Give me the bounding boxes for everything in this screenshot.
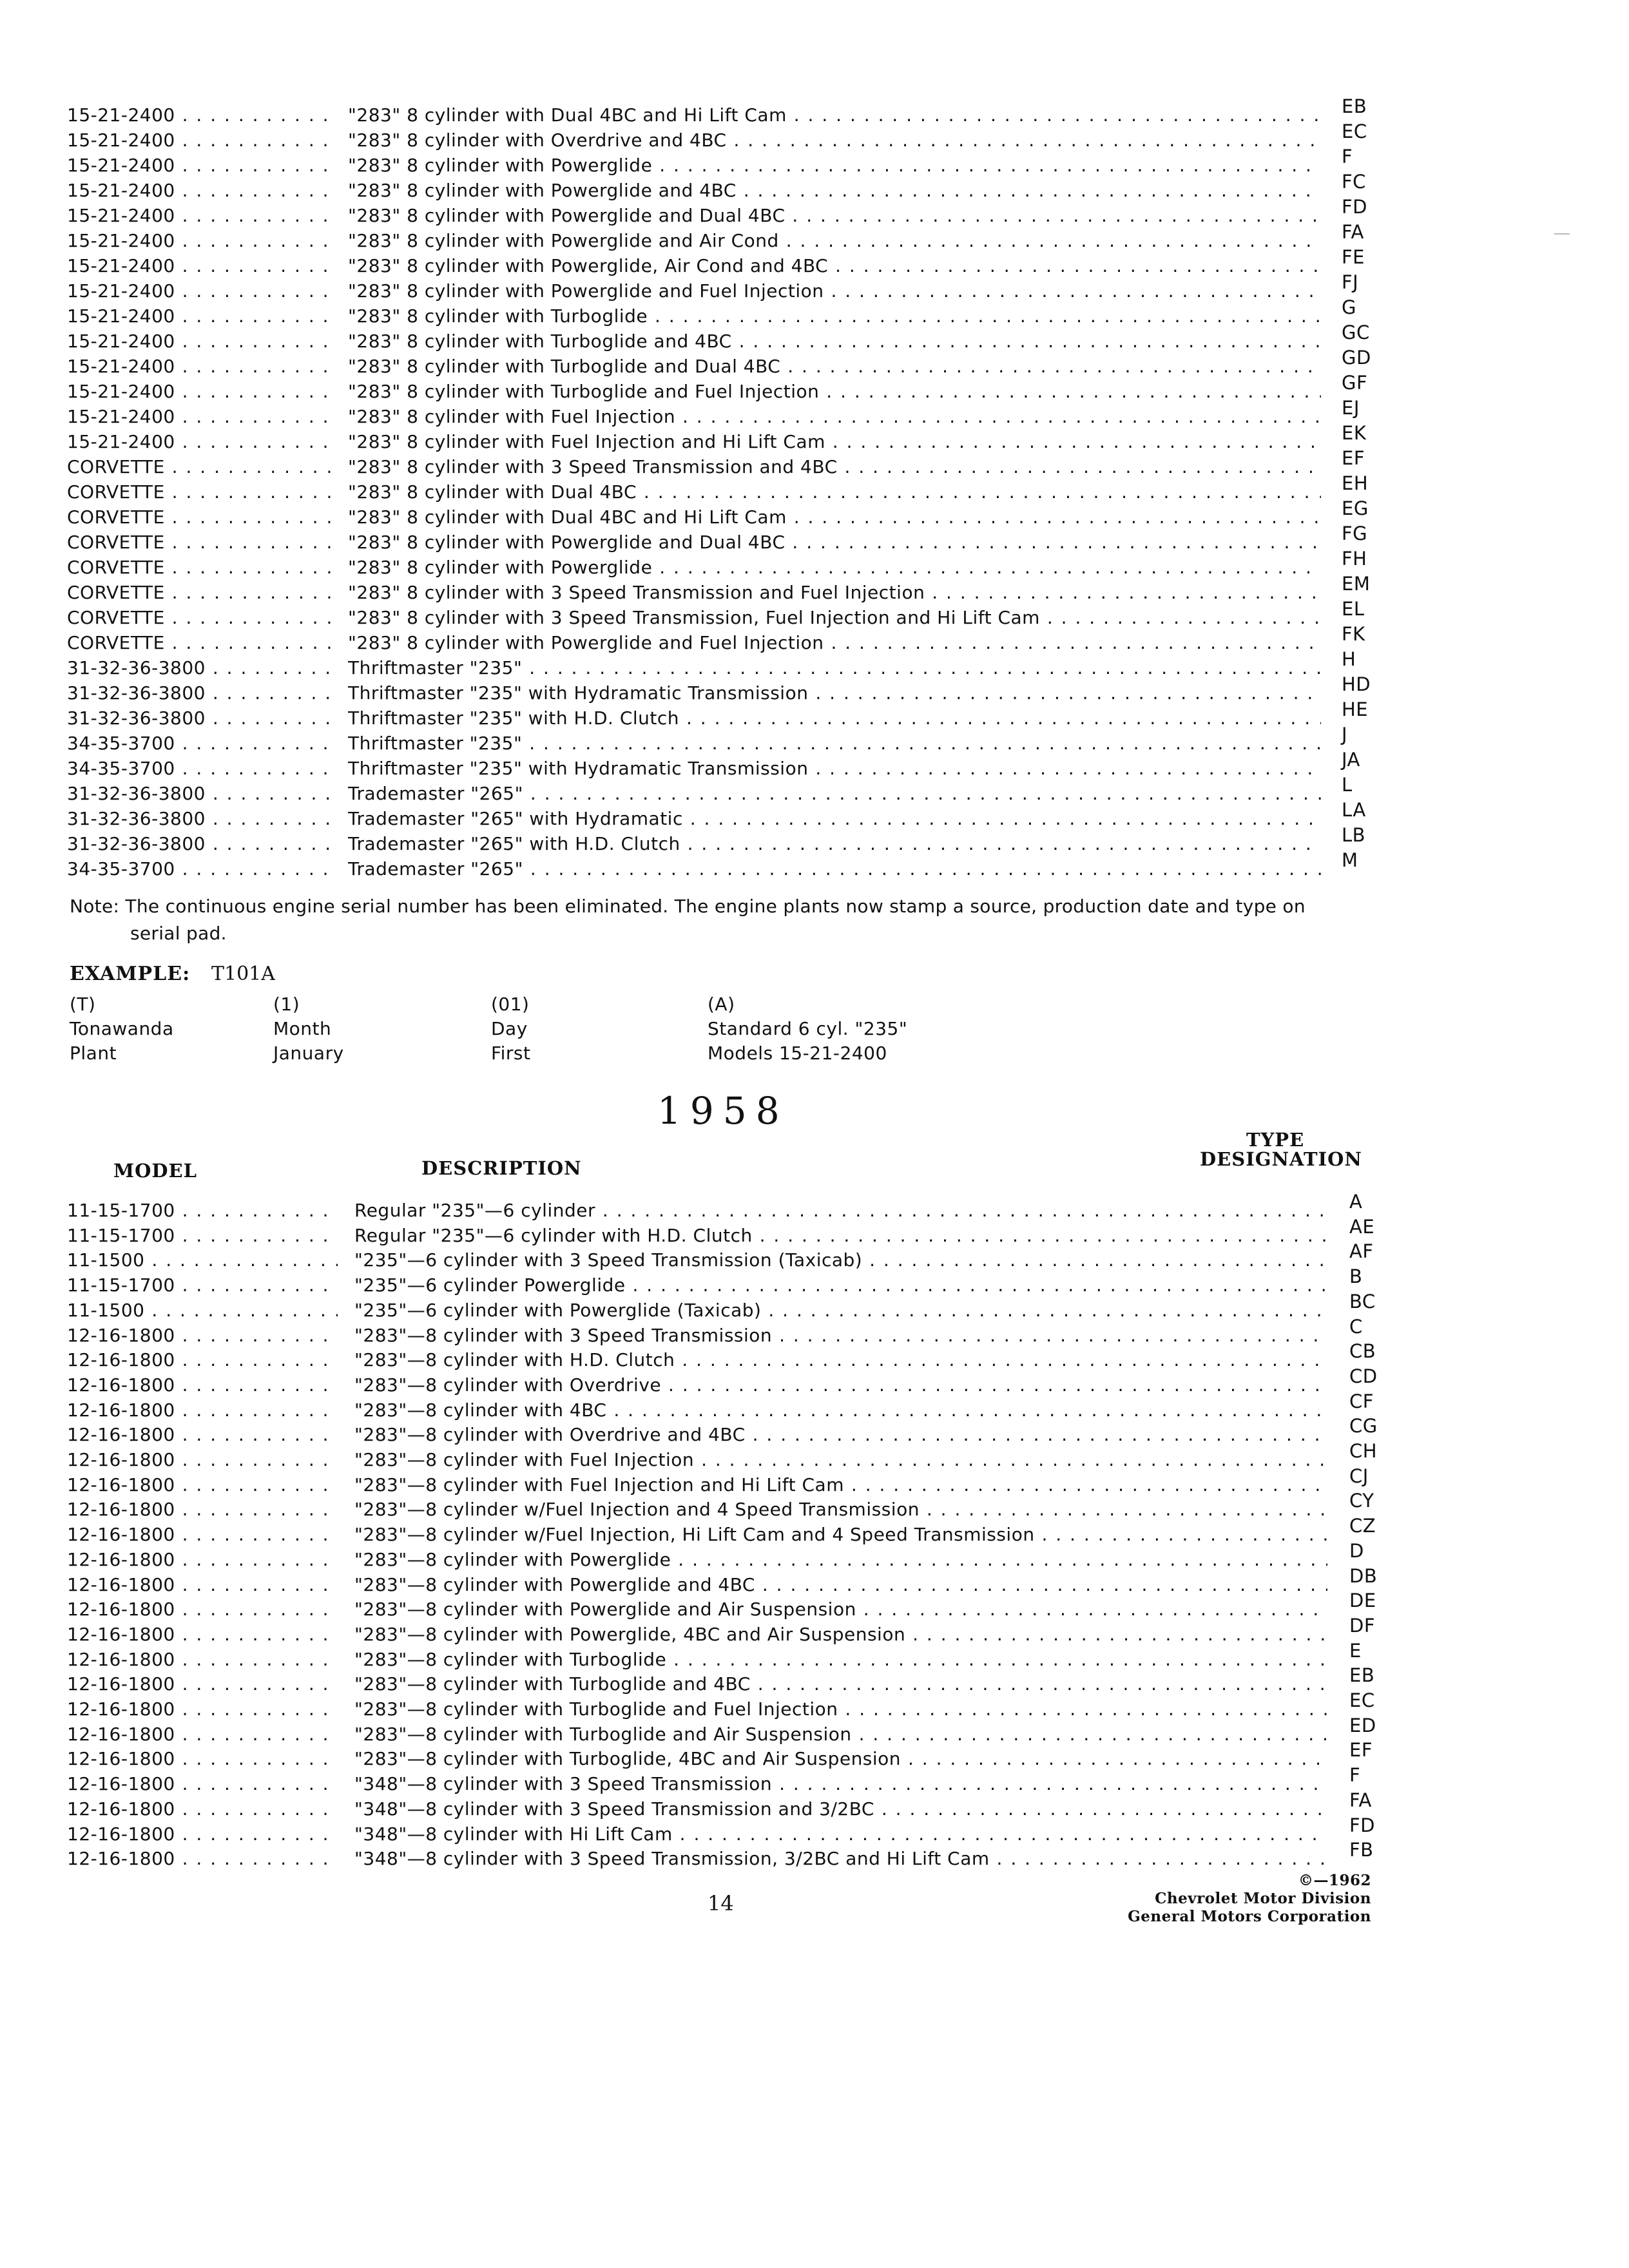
example-code: T101A bbox=[211, 963, 275, 985]
description-cell: "283" 8 cylinder with Powerglide . . . bbox=[348, 555, 1321, 580]
type-designation-cell: EH bbox=[1342, 472, 1369, 494]
page-number: 14 bbox=[708, 1891, 734, 1916]
type-designation-cell: DB bbox=[1349, 1564, 1378, 1587]
type-designation-cell: EF bbox=[1349, 1739, 1373, 1762]
model-cell: CORVETTE . . . bbox=[67, 581, 338, 605]
model-cell: 15-21-2400 . . . bbox=[67, 254, 338, 278]
type-designation-cell: EB bbox=[1349, 1664, 1375, 1687]
example-meaning-detail: Models 15-21-2400 bbox=[708, 1043, 887, 1064]
table-row bbox=[67, 447, 1420, 479]
type-designation-cell: LB bbox=[1342, 824, 1366, 846]
model-cell: 15-21-2400 . . . bbox=[67, 153, 338, 178]
publisher-block bbox=[1128, 1872, 1371, 1926]
description-cell: "283" 8 cylinder with Dual 4BC and Hi Lift Cam . . . bbox=[348, 103, 1321, 128]
type-designation-cell: GC bbox=[1342, 322, 1370, 343]
type-designation-cell: DF bbox=[1349, 1614, 1376, 1637]
type-designation-cell: CB bbox=[1349, 1340, 1376, 1363]
model-cell: 31-32-36-3800 . . . bbox=[67, 782, 338, 806]
description-cell: "283" 8 cylinder with Turboglide and Fuel Injection . . . bbox=[348, 380, 1321, 404]
example-column-type bbox=[708, 992, 907, 1066]
description-cell: "283" 8 cylinder with 3 Speed Transmission and Fuel Injection . . . bbox=[348, 581, 1321, 605]
type-designation-cell: EC bbox=[1342, 120, 1367, 142]
table-row bbox=[67, 749, 1420, 781]
publisher-corporation: General Motors Corporation bbox=[1128, 1908, 1371, 1925]
model-cell: 15-21-2400 . . . bbox=[67, 329, 338, 354]
type-designation-cell: EK bbox=[1342, 422, 1367, 444]
table-row bbox=[67, 1465, 1420, 1497]
table-row bbox=[67, 1515, 1420, 1547]
type-designation-cell: GD bbox=[1342, 347, 1371, 369]
description-cell: "283" 8 cylinder with Powerglide, Air Cond and 4BC . . . bbox=[348, 254, 1321, 278]
type-designation-cell: JA bbox=[1342, 749, 1360, 771]
example-meaning-detail: First bbox=[491, 1043, 531, 1064]
type-designation-cell: F bbox=[1342, 146, 1353, 168]
model-cell: 34-35-3700 . . . bbox=[67, 857, 338, 881]
margin-mark bbox=[1554, 233, 1570, 235]
column-header-model: MODEL bbox=[113, 1160, 198, 1182]
description-cell: "348"—8 cylinder with 3 Speed Transmission . . . bbox=[354, 1772, 1327, 1796]
table-row bbox=[67, 296, 1420, 329]
model-cell: 15-21-2400 . . . bbox=[67, 354, 338, 379]
table-row bbox=[67, 1839, 1420, 1871]
description-cell: "283" 8 cylinder with Powerglide and Dual 4BC . . . bbox=[348, 204, 1321, 228]
model-cell: 31-32-36-3800 . . . bbox=[67, 706, 338, 731]
table-row bbox=[67, 1415, 1420, 1447]
model-cell: 11-15-1700 . . . bbox=[67, 1198, 338, 1223]
model-cell: 12-16-1800 . . . bbox=[67, 1747, 338, 1771]
table-row bbox=[67, 698, 1420, 731]
table-row bbox=[67, 196, 1420, 228]
example-code-part: (01) bbox=[491, 994, 530, 1015]
description-cell: Trademaster "265" . . . bbox=[348, 782, 1321, 806]
model-cell: 12-16-1800 . . . bbox=[67, 1323, 338, 1348]
serial-note-line2: serial pad. bbox=[130, 923, 227, 944]
table-row bbox=[67, 422, 1420, 454]
table-row bbox=[67, 799, 1420, 831]
type-designation-cell: FK bbox=[1342, 623, 1365, 645]
example-meaning: Month bbox=[273, 1018, 332, 1039]
model-cell: CORVETTE . . . bbox=[67, 530, 338, 555]
type-designation-cell: HD bbox=[1342, 673, 1371, 695]
type-designation-cell: CZ bbox=[1349, 1515, 1376, 1537]
table-row bbox=[67, 1564, 1420, 1597]
model-cell: 15-21-2400 . . . bbox=[67, 128, 338, 153]
type-designation-cell: EJ bbox=[1342, 397, 1360, 419]
model-cell: 15-21-2400 . . . bbox=[67, 229, 338, 253]
type-designation-cell: EB bbox=[1342, 95, 1367, 117]
table-row bbox=[67, 497, 1420, 530]
example-meaning: Day bbox=[491, 1018, 528, 1039]
description-cell: "348"—8 cylinder with Hi Lift Cam . . . bbox=[354, 1822, 1327, 1847]
table-row bbox=[67, 347, 1420, 379]
model-cell: 12-16-1800 . . . bbox=[67, 1473, 338, 1497]
description-cell: "283"—8 cylinder with H.D. Clutch . . . bbox=[354, 1348, 1327, 1372]
model-cell: 12-16-1800 . . . bbox=[67, 1822, 338, 1847]
description-cell: "348"—8 cylinder with 3 Speed Transmission and 3/2BC . . . bbox=[354, 1797, 1327, 1821]
table-row bbox=[67, 623, 1420, 655]
type-designation-cell: H bbox=[1342, 648, 1356, 670]
description-cell: Thriftmaster "235" . . . bbox=[348, 731, 1321, 756]
example-column-day bbox=[491, 992, 530, 1066]
table-row bbox=[67, 1739, 1420, 1771]
model-cell: 15-21-2400 . . . bbox=[67, 178, 338, 203]
description-cell: Regular "235"—6 cylinder . . . bbox=[354, 1198, 1327, 1223]
description-cell: Thriftmaster "235" with Hydramatic Transmission . . . bbox=[348, 756, 1321, 781]
model-cell: CORVETTE . . . bbox=[67, 455, 338, 479]
table-row bbox=[67, 322, 1420, 354]
example-meaning: Tonawanda bbox=[70, 1018, 174, 1039]
type-designation-cell: D bbox=[1349, 1539, 1364, 1562]
model-cell: 12-16-1800 . . . bbox=[67, 1648, 338, 1672]
table-row bbox=[67, 1814, 1420, 1847]
table-row bbox=[67, 171, 1420, 203]
table-row bbox=[67, 1240, 1420, 1273]
table-row bbox=[67, 472, 1420, 505]
description-cell: "283" 8 cylinder with 3 Speed Transmission and 4BC . . . bbox=[348, 455, 1321, 479]
table-row bbox=[67, 1764, 1420, 1796]
example-column-month bbox=[273, 992, 344, 1066]
table-row bbox=[67, 120, 1420, 153]
table-row bbox=[67, 246, 1420, 278]
serial-note-line1: Note: The continuous engine serial number has been eliminated. The engine plants now stamp a source, production date and type on bbox=[70, 896, 1306, 917]
type-designation-cell: C bbox=[1349, 1315, 1363, 1338]
type-designation-cell: ED bbox=[1349, 1714, 1376, 1736]
description-cell: "283"—8 cylinder with Powerglide . . . bbox=[354, 1548, 1327, 1572]
type-designation-cell: LA bbox=[1342, 799, 1366, 821]
type-designation-cell: FD bbox=[1349, 1814, 1376, 1836]
table-row bbox=[67, 1290, 1420, 1323]
model-cell: 12-16-1800 . . . bbox=[67, 1573, 338, 1597]
table-row bbox=[67, 1689, 1420, 1722]
table-row bbox=[67, 1440, 1420, 1472]
model-cell: 11-1500 . . . bbox=[67, 1298, 338, 1323]
table-row bbox=[67, 1265, 1420, 1298]
type-designation-cell: FJ bbox=[1342, 271, 1359, 293]
description-cell: "283" 8 cylinder with Powerglide . . . bbox=[348, 153, 1321, 178]
table-row bbox=[67, 271, 1420, 303]
description-cell: "283" 8 cylinder with Dual 4BC . . . bbox=[348, 480, 1321, 505]
description-cell: "283"—8 cylinder with Powerglide and Air Suspension . . . bbox=[354, 1597, 1327, 1622]
model-cell: 12-16-1800 . . . bbox=[67, 1672, 338, 1696]
description-cell: "283" 8 cylinder with Powerglide and Fuel Injection . . . bbox=[348, 631, 1321, 655]
model-cell: 31-32-36-3800 . . . bbox=[67, 681, 338, 706]
description-cell: "283" 8 cylinder with Powerglide and Dual 4BC . . . bbox=[348, 530, 1321, 555]
model-cell: 15-21-2400 . . . bbox=[67, 103, 338, 128]
model-cell: 34-35-3700 . . . bbox=[67, 731, 338, 756]
example-meaning-detail: January bbox=[273, 1043, 344, 1064]
column-header-type: TYPE bbox=[1246, 1129, 1305, 1151]
type-designation-cell: CH bbox=[1349, 1440, 1378, 1462]
type-designation-cell: AE bbox=[1349, 1215, 1375, 1238]
type-designation-cell: FG bbox=[1342, 523, 1368, 544]
model-cell: 31-32-36-3800 . . . bbox=[67, 832, 338, 856]
table-row bbox=[67, 1215, 1420, 1248]
example-code-part: (T) bbox=[70, 994, 96, 1015]
description-cell: "283" 8 cylinder with 3 Speed Transmission, Fuel Injection and Hi Lift Cam . . . bbox=[348, 606, 1321, 630]
model-cell: 12-16-1800 . . . bbox=[67, 1797, 338, 1821]
model-cell: 12-16-1800 . . . bbox=[67, 1398, 338, 1423]
model-cell: 11-15-1700 . . . bbox=[67, 1224, 338, 1248]
description-cell: "283"—8 cylinder with Overdrive . . . bbox=[354, 1373, 1327, 1398]
model-cell: 12-16-1800 . . . bbox=[67, 1423, 338, 1447]
table-row bbox=[67, 824, 1420, 856]
description-cell: Thriftmaster "235" . . . bbox=[348, 656, 1321, 680]
model-cell: CORVETTE . . . bbox=[67, 555, 338, 580]
table-row bbox=[67, 372, 1420, 404]
table-row bbox=[67, 221, 1420, 253]
description-cell: "283" 8 cylinder with Powerglide and Air Cond . . . bbox=[348, 229, 1321, 253]
example-code-part: (1) bbox=[273, 994, 300, 1015]
description-cell: "283"—8 cylinder w/Fuel Injection, Hi Lift Cam and 4 Speed Transmission . . . bbox=[354, 1523, 1327, 1547]
type-designation-cell: EG bbox=[1342, 497, 1369, 519]
description-cell: "283" 8 cylinder with Powerglide and 4BC . . . bbox=[348, 178, 1321, 203]
table-row bbox=[67, 146, 1420, 178]
model-cell: 12-16-1800 . . . bbox=[67, 1772, 338, 1796]
table-row bbox=[67, 573, 1420, 605]
table-row bbox=[67, 598, 1420, 630]
type-designation-cell: FE bbox=[1342, 246, 1365, 268]
type-designation-cell: A bbox=[1349, 1191, 1363, 1213]
type-designation-cell: GF bbox=[1342, 372, 1368, 394]
model-cell: 11-1500 . . . bbox=[67, 1248, 338, 1273]
type-designation-cell: EC bbox=[1349, 1689, 1375, 1711]
description-cell: "283" 8 cylinder with Overdrive and 4BC . . . bbox=[348, 128, 1321, 153]
description-cell: "283" 8 cylinder with Dual 4BC and Hi Lift Cam . . . bbox=[348, 505, 1321, 530]
table-row bbox=[67, 1191, 1420, 1223]
column-header-designation: DESIGNATION bbox=[1200, 1148, 1362, 1170]
table-row bbox=[67, 1614, 1420, 1647]
serial-note bbox=[70, 893, 1371, 947]
model-cell: 12-16-1800 . . . bbox=[67, 1722, 338, 1747]
description-cell: "283"—8 cylinder with Powerglide and 4BC . . . bbox=[354, 1573, 1327, 1597]
model-cell: 12-16-1800 . . . bbox=[67, 1448, 338, 1472]
type-designation-cell: FH bbox=[1342, 548, 1367, 570]
description-cell: Regular "235"—6 cylinder with H.D. Clutch . . . bbox=[354, 1224, 1327, 1248]
type-designation-cell: BC bbox=[1349, 1290, 1376, 1312]
description-cell: "283"—8 cylinder with Turboglide and Fuel Injection . . . bbox=[354, 1697, 1327, 1722]
description-cell: "283"—8 cylinder with Overdrive and 4BC . . . bbox=[354, 1423, 1327, 1447]
type-designation-cell: J bbox=[1342, 724, 1348, 745]
description-cell: "283"—8 cylinder with Turboglide, 4BC and Air Suspension . . . bbox=[354, 1747, 1327, 1771]
table-row bbox=[67, 548, 1420, 580]
model-cell: 12-16-1800 . . . bbox=[67, 1497, 338, 1522]
table-row bbox=[67, 397, 1420, 429]
description-cell: "283"—8 cylinder w/Fuel Injection and 4 Speed Transmission . . . bbox=[354, 1497, 1327, 1522]
table-row bbox=[67, 1390, 1420, 1423]
model-cell: 15-21-2400 . . . bbox=[67, 430, 338, 454]
table-row bbox=[67, 1590, 1420, 1622]
model-cell: 12-16-1800 . . . bbox=[67, 1597, 338, 1622]
description-cell: Thriftmaster "235" with H.D. Clutch . . . bbox=[348, 706, 1321, 731]
example-label: EXAMPLE: bbox=[70, 963, 191, 985]
example-meaning-detail: Plant bbox=[70, 1043, 117, 1064]
type-designation-cell: FD bbox=[1342, 196, 1368, 218]
table-row bbox=[67, 1639, 1420, 1672]
table-row bbox=[67, 1714, 1420, 1747]
model-cell: 31-32-36-3800 . . . bbox=[67, 656, 338, 680]
description-cell: "348"—8 cylinder with 3 Speed Transmission, 3/2BC and Hi Lift Cam . . . bbox=[354, 1847, 1327, 1871]
model-cell: 12-16-1800 . . . bbox=[67, 1523, 338, 1547]
description-cell: "235"—6 cylinder with 3 Speed Transmission (Taxicab) . . . bbox=[354, 1248, 1327, 1273]
type-designation-cell: CD bbox=[1349, 1365, 1378, 1387]
table-row bbox=[67, 1789, 1420, 1821]
publisher-division: Chevrolet Motor Division bbox=[1155, 1890, 1371, 1907]
table-row bbox=[67, 673, 1420, 706]
model-cell: 15-21-2400 . . . bbox=[67, 304, 338, 329]
table-row bbox=[67, 523, 1420, 555]
table-row bbox=[67, 1490, 1420, 1522]
type-designation-cell: L bbox=[1342, 774, 1353, 796]
type-designation-cell: EM bbox=[1342, 573, 1371, 595]
description-cell: "283" 8 cylinder with Fuel Injection and Hi Lift Cam . . . bbox=[348, 430, 1321, 454]
description-cell: "283" 8 cylinder with Turboglide . . . bbox=[348, 304, 1321, 329]
type-designation-cell: CY bbox=[1349, 1490, 1374, 1512]
table-row bbox=[67, 1340, 1420, 1372]
type-designation-cell: FA bbox=[1349, 1789, 1372, 1811]
model-cell: 31-32-36-3800 . . . bbox=[67, 807, 338, 831]
model-cell: CORVETTE . . . bbox=[67, 480, 338, 505]
table-row bbox=[67, 648, 1420, 680]
type-designation-cell: M bbox=[1342, 849, 1358, 871]
example-meaning: Standard 6 cyl. "235" bbox=[708, 1018, 908, 1039]
model-cell: 12-16-1800 . . . bbox=[67, 1348, 338, 1372]
type-designation-cell: F bbox=[1349, 1764, 1361, 1787]
type-designation-cell: DE bbox=[1349, 1590, 1376, 1612]
example-column-plant bbox=[70, 992, 174, 1066]
column-header-description: DESCRIPTION bbox=[421, 1157, 582, 1179]
type-designation-cell: EF bbox=[1342, 447, 1365, 469]
table-row bbox=[67, 1365, 1420, 1398]
type-designation-cell: B bbox=[1349, 1265, 1363, 1288]
table-row bbox=[67, 1539, 1420, 1572]
table-row bbox=[67, 849, 1420, 881]
model-cell: 15-21-2400 . . . bbox=[67, 380, 338, 404]
type-designation-cell: E bbox=[1349, 1639, 1362, 1662]
description-cell: Thriftmaster "235" with Hydramatic Transmission . . . bbox=[348, 681, 1321, 706]
model-cell: 15-21-2400 . . . bbox=[67, 279, 338, 303]
description-cell: "283"—8 cylinder with Turboglide and 4BC . . . bbox=[354, 1672, 1327, 1696]
description-cell: Trademaster "265" with H.D. Clutch . . . bbox=[348, 832, 1321, 856]
description-cell: "235"—6 cylinder with Powerglide (Taxicab) . . . bbox=[354, 1298, 1327, 1323]
table-row bbox=[67, 1664, 1420, 1696]
description-cell: "283" 8 cylinder with Powerglide and Fuel Injection . . . bbox=[348, 279, 1321, 303]
type-designation-cell: CG bbox=[1349, 1415, 1378, 1437]
description-cell: "283"—8 cylinder with Fuel Injection and Hi Lift Cam . . . bbox=[354, 1473, 1327, 1497]
description-cell: "283"—8 cylinder with Turboglide . . . bbox=[354, 1648, 1327, 1672]
description-cell: "283"—8 cylinder with Fuel Injection . . . bbox=[354, 1448, 1327, 1472]
model-cell: CORVETTE . . . bbox=[67, 631, 338, 655]
description-cell: Trademaster "265" with Hydramatic . . . bbox=[348, 807, 1321, 831]
table-row bbox=[67, 1315, 1420, 1348]
table-row bbox=[67, 724, 1420, 756]
table-row bbox=[67, 95, 1420, 128]
description-cell: "283"—8 cylinder with Powerglide, 4BC and Air Suspension . . . bbox=[354, 1622, 1327, 1647]
copyright-notice: ©—1962 bbox=[1298, 1872, 1371, 1889]
model-cell: 34-35-3700 . . . bbox=[67, 756, 338, 781]
type-designation-cell: AF bbox=[1349, 1240, 1374, 1263]
description-cell: Trademaster "265" . . . bbox=[348, 857, 1321, 881]
description-cell: "283" 8 cylinder with Turboglide and Dual 4BC . . . bbox=[348, 354, 1321, 379]
type-designation-cell: CJ bbox=[1349, 1465, 1369, 1487]
model-cell: 12-16-1800 . . . bbox=[67, 1622, 338, 1647]
model-cell: 12-16-1800 . . . bbox=[67, 1697, 338, 1722]
type-designation-cell: G bbox=[1342, 296, 1356, 318]
model-cell: 12-16-1800 . . . bbox=[67, 1548, 338, 1572]
model-cell: 11-15-1700 . . . bbox=[67, 1273, 338, 1298]
description-cell: "283" 8 cylinder with Fuel Injection . . . bbox=[348, 405, 1321, 429]
model-cell: CORVETTE . . . bbox=[67, 505, 338, 530]
model-cell: CORVETTE . . . bbox=[67, 606, 338, 630]
year-heading: 1958 bbox=[657, 1089, 789, 1133]
description-cell: "283"—8 cylinder with 4BC . . . bbox=[354, 1398, 1327, 1423]
model-cell: 12-16-1800 . . . bbox=[67, 1373, 338, 1398]
type-designation-cell: FC bbox=[1342, 171, 1366, 193]
model-cell: 15-21-2400 . . . bbox=[67, 204, 338, 228]
description-cell: "235"—6 cylinder Powerglide . . . bbox=[354, 1273, 1327, 1298]
type-designation-cell: HE bbox=[1342, 698, 1369, 720]
model-cell: 12-16-1800 . . . bbox=[67, 1847, 338, 1871]
type-designation-cell: FA bbox=[1342, 221, 1364, 243]
type-designation-cell: FB bbox=[1349, 1839, 1374, 1861]
example-code-part: (A) bbox=[708, 994, 735, 1015]
description-cell: "283"—8 cylinder with Turboglide and Air Suspension . . . bbox=[354, 1722, 1327, 1747]
description-cell: "283" 8 cylinder with Turboglide and 4BC . . . bbox=[348, 329, 1321, 354]
model-cell: 15-21-2400 . . . bbox=[67, 405, 338, 429]
table-row bbox=[67, 774, 1420, 806]
description-cell: "283"—8 cylinder with 3 Speed Transmission . . . bbox=[354, 1323, 1327, 1348]
type-designation-cell: EL bbox=[1342, 598, 1365, 620]
type-designation-cell: CF bbox=[1349, 1390, 1374, 1412]
